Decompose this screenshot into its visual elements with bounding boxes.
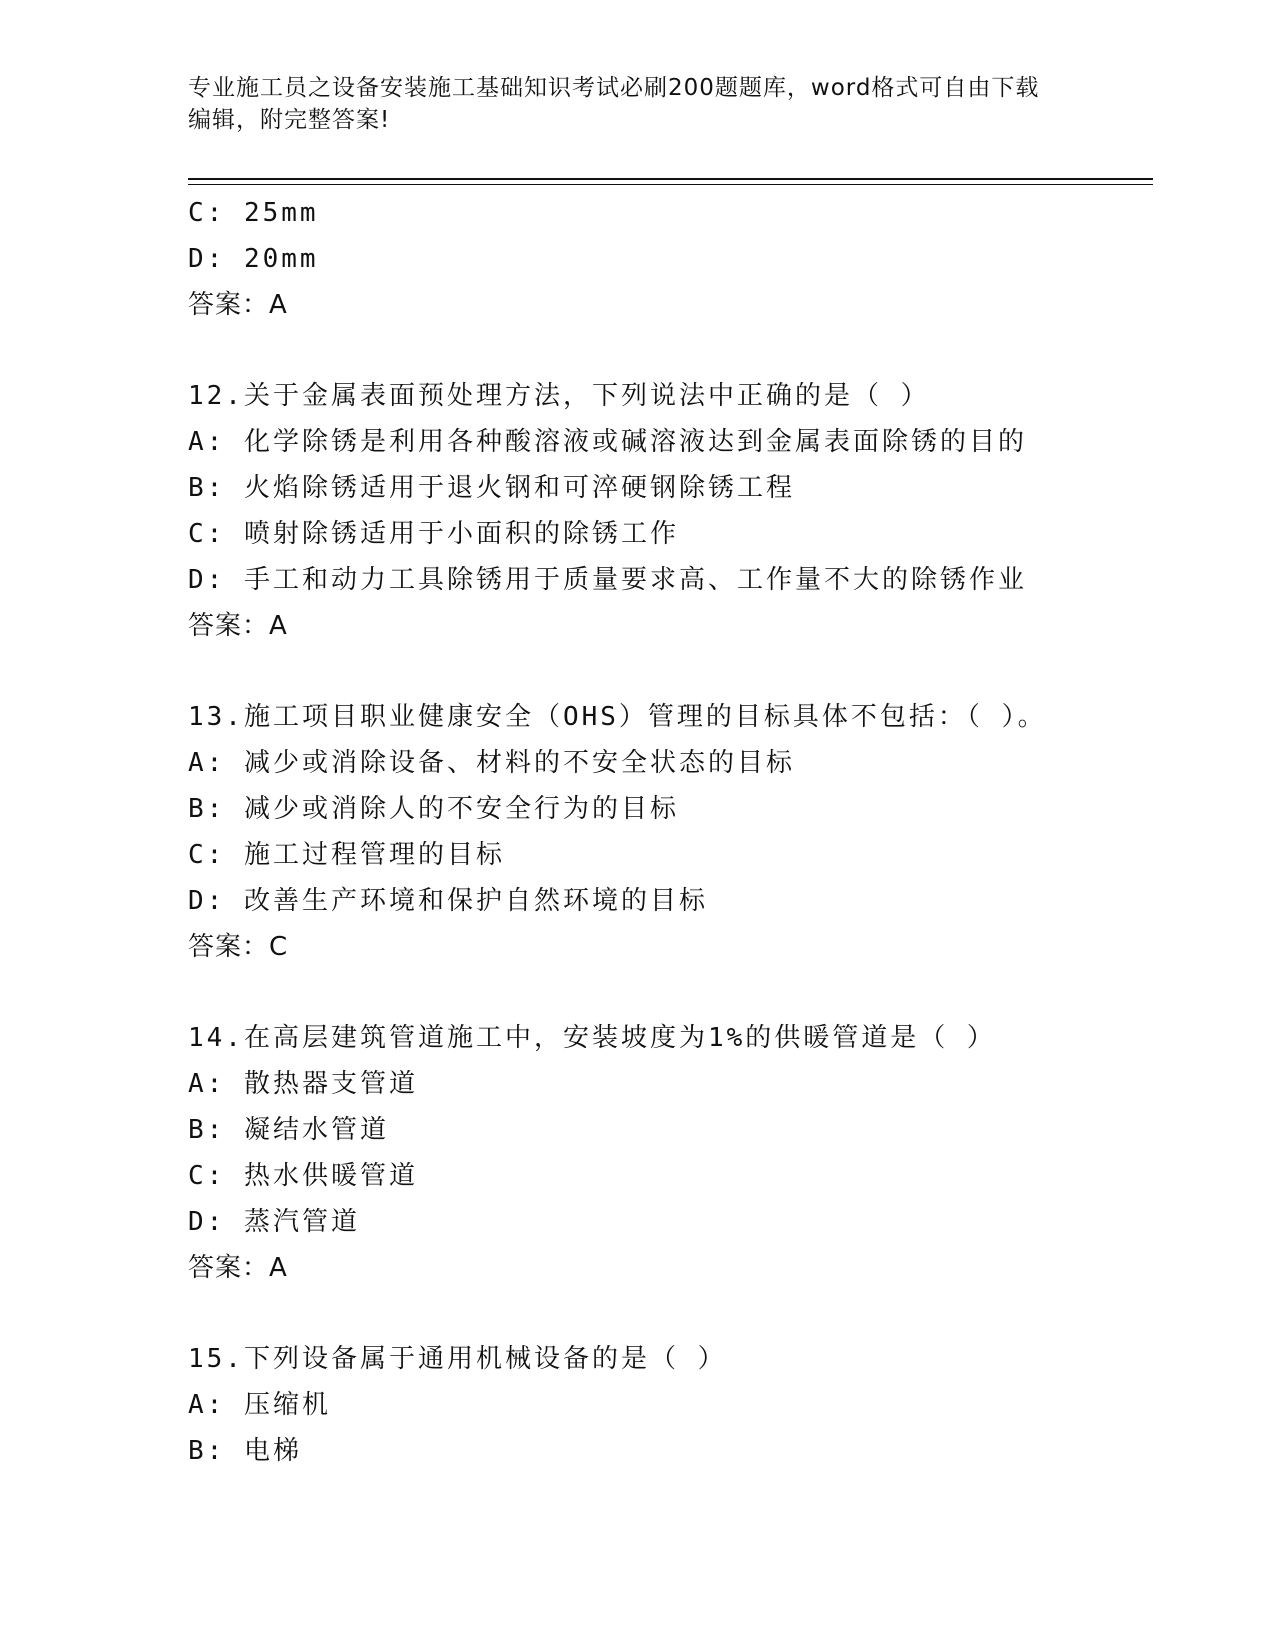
option-b: B: 火焰除锈适用于退火钢和可淬硬钢除锈工程 bbox=[188, 473, 795, 503]
question-text: 14.在高层建筑管道施工中，安装坡度为1%的供暖管道是（ ） bbox=[188, 1023, 996, 1053]
option-a: A: 散热器支管道 bbox=[188, 1069, 418, 1099]
answer: 答案：C bbox=[188, 932, 289, 962]
header-title-line-2: 编辑，附完整答案! bbox=[188, 107, 391, 133]
header-divider-thick bbox=[188, 178, 1153, 180]
question-text: 12.关于金属表面预处理方法，下列说法中正确的是（ ） bbox=[188, 381, 930, 411]
question-13 bbox=[188, 694, 1153, 970]
option-a: A: 压缩机 bbox=[188, 1390, 331, 1420]
question-text: 13.施工项目职业健康安全（OHS）管理的目标具体不包括：（ ）。 bbox=[188, 702, 1047, 732]
option-b: B: 电梯 bbox=[188, 1436, 302, 1466]
option-c: C: 施工过程管理的目标 bbox=[188, 840, 505, 870]
answer: 答案：A bbox=[188, 1253, 288, 1283]
option-d: D: 手工和动力工具除锈用于质量要求高、工作量不大的除锈作业 bbox=[188, 565, 1027, 595]
question-text: 15.下列设备属于通用机械设备的是（ ） bbox=[188, 1344, 727, 1374]
option-c: C: 喷射除锈适用于小面积的除锈工作 bbox=[188, 519, 679, 549]
option-c: C: 25mm bbox=[188, 198, 319, 228]
answer: 答案：A bbox=[188, 611, 288, 641]
option-d: D: 改善生产环境和保护自然环境的目标 bbox=[188, 886, 708, 916]
option-d: D: 20mm bbox=[188, 244, 319, 274]
question-15 bbox=[188, 1336, 1153, 1474]
document-header bbox=[188, 72, 1088, 136]
option-b: B: 凝结水管道 bbox=[188, 1115, 389, 1145]
option-b: B: 减少或消除人的不安全行为的目标 bbox=[188, 794, 679, 824]
option-a: A: 减少或消除设备、材料的不安全状态的目标 bbox=[188, 748, 795, 778]
option-d: D: 蒸汽管道 bbox=[188, 1207, 360, 1237]
question-11-partial bbox=[188, 190, 1153, 328]
option-c: C: 热水供暖管道 bbox=[188, 1161, 418, 1191]
header-divider-thin bbox=[188, 184, 1153, 185]
question-list bbox=[188, 190, 1153, 1474]
question-12 bbox=[188, 373, 1153, 649]
question-14 bbox=[188, 1015, 1153, 1291]
header-title-line-1: 专业施工员之设备安装施工基础知识考试必刷200题题库，word格式可自由下载 bbox=[188, 75, 1040, 101]
answer: 答案：A bbox=[188, 290, 288, 320]
option-a: A: 化学除锈是利用各种酸溶液或碱溶液达到金属表面除锈的目的 bbox=[188, 427, 1027, 457]
